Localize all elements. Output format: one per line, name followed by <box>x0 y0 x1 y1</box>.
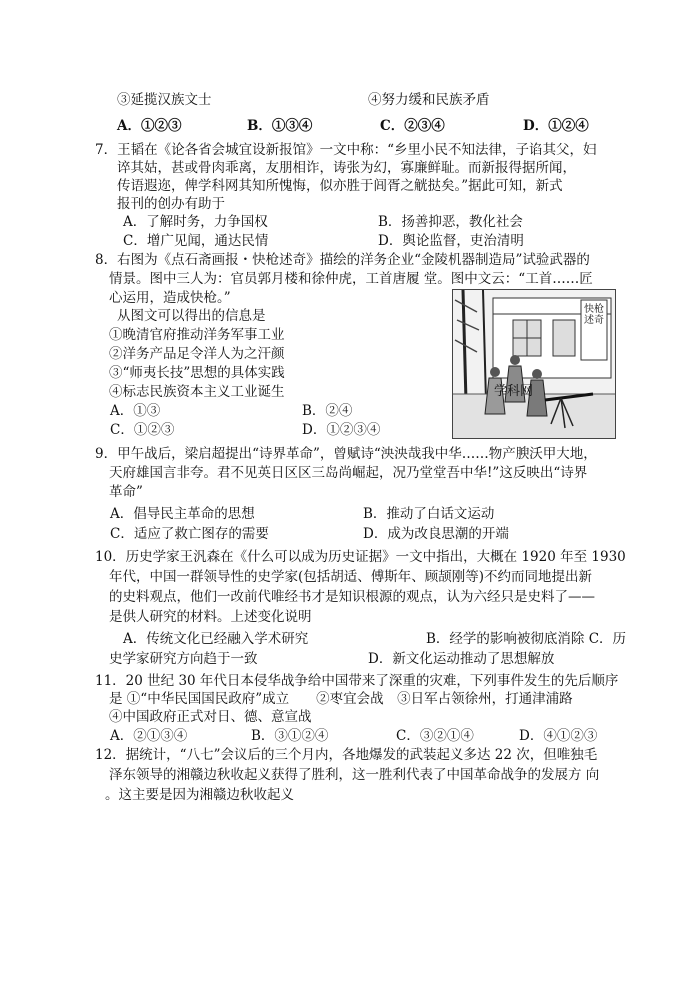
q7-option-d: D．舆论监督，吏治清明 <box>378 233 524 249</box>
q9-option-a: A．倡导民主革命的思想 <box>110 506 255 522</box>
q9-option-c: C．适应了救亡图存的需要 <box>110 526 269 542</box>
q7-line-3: 传语遐迩，俾学科网其知所愧悔，似亦胜于闾胥之觥挞矣。”据此可知，新式 <box>117 178 563 194</box>
watermark-text: 学科网 <box>494 384 534 399</box>
q8-statement-1: ①晚清官府推动洋务军事工业 <box>109 327 285 343</box>
choice-c: C．②③④ <box>380 118 445 134</box>
q8-line-4: 从图文可以得出的信息是 <box>117 308 266 324</box>
q11-option-a: A．②①③④ <box>110 728 188 744</box>
q11-line-1: 11．20 世纪 30 年代日本侵华战争给中国带来了深重的灾难，下列事件发生的先后顺序 <box>95 673 619 689</box>
q9-line-2: 天府雄国言非夸。君不见英日区区三岛尚崛起，况乃堂堂吾中华!”这反映出“诗界 <box>109 465 588 481</box>
q10-line-3: 的史料观点，他们一改前代唯经书才是知识根源的观点，认为六经只是史料了—— <box>109 589 595 605</box>
q9-line-1: 9．甲午战后，梁启超提出“诗界革命”，曾赋诗“泱泱哉我中华……物产腴沃甲大地， <box>95 446 597 462</box>
q9-option-b: B．推动了白话文运动 <box>363 506 495 522</box>
option-3-text: ③延揽汉族文士 <box>117 92 212 108</box>
q10-line-1: 10．历史学家王汎森在《什么可以成为历史证据》一文中指出，大概在 1920 年至 1930 <box>95 549 626 565</box>
q10-line-4: 是供人研究的材料。上述变化说明 <box>109 609 312 625</box>
q11-line-3: ④中国政府正式对日、德、意宣战 <box>109 709 312 725</box>
q9-option-d: D．成为改良思潮的开端 <box>363 526 509 542</box>
q7-option-b: B．扬善抑恶，教化社会 <box>378 214 523 230</box>
q7-option-c: C．增广见闻，通达民情 <box>123 233 269 249</box>
option-4-text: ④努力缓和民族矛盾 <box>368 92 490 108</box>
rifle-test-illustration <box>452 289 616 439</box>
q8-option-a: A．①③ <box>110 403 161 419</box>
q11-option-b: B．③①②④ <box>251 728 329 744</box>
q8-option-c: C．①②③ <box>110 422 175 438</box>
q8-option-b: B．②④ <box>302 403 353 419</box>
q10-option-b: B．经学的影响被彻底消除 C．历 <box>426 631 627 647</box>
choice-b: B．①③④ <box>247 118 313 134</box>
illustration-caption: 快枪述奇 <box>584 304 604 326</box>
q8-statement-2: ②洋务产品足令洋人为之汗颜 <box>109 346 285 362</box>
q8-statement-3: ③“师夷长技”思想的具体实践 <box>109 365 285 381</box>
q10-line-2: 年代，中国一群领导性的史学家(包括胡适、傅斯年、顾颉刚等)不约而同地提出新 <box>109 569 593 585</box>
q8-statement-4: ④标志民族资本主义工业诞生 <box>109 384 285 400</box>
q11-option-c: C．③②①④ <box>396 728 474 744</box>
q11-option-d: D．④①②③ <box>519 728 598 744</box>
q10-option-c-cont: 史学家研究方向趋于一致 <box>109 651 258 667</box>
q8-line-2: 情景。图中三人为：官员郭月楼和徐仲虎，工首唐履 堂。图中文云：“工首……匠 <box>109 271 593 287</box>
q9-line-3: 革命” <box>109 484 143 500</box>
q8-line-1: 8．右图为《点石斋画报・快枪述奇》描绘的洋务企业“金陵机器制造局”试验武器的 <box>95 252 590 268</box>
q10-option-d: D．新文化运动推动了思想解放 <box>368 651 555 667</box>
q12-line-3: 。这主要是因为湘赣边秋收起义 <box>105 787 294 803</box>
q10-option-a: A．传统文化已经融入学术研究 <box>123 631 309 647</box>
choice-a: A．①②③ <box>117 118 182 134</box>
q8-line-3: 心运用，造成快枪。” <box>109 290 231 306</box>
q7-line-4: 报刊的创办有助于 <box>117 196 225 212</box>
q12-line-1: 12．据统计，“八七”会议后的三个月内，各地爆发的武装起义多达 22 次，但唯独毛 <box>95 747 598 763</box>
q7-line-1: 7．王韬在《论各省会城宜设新报馆》一文中称：“乡里小民不知法律，子谄其父，妇 <box>95 142 597 158</box>
q11-line-2: 是 ①“中华民国国民政府”成立 ②枣宜会战 ③日军占领徐州，打通津浦路 <box>109 691 573 707</box>
q7-option-a: A．了解时务，力争国权 <box>123 214 268 230</box>
q7-line-2: 谇其姑，甚或骨肉乖离，友朋相诈，诪张为幻，寡廉鲜耻。而新报得据所闻， <box>117 160 576 176</box>
q8-option-d: D．①②③④ <box>302 422 381 438</box>
choice-d: D．①②④ <box>523 118 589 134</box>
q12-line-2: 泽东领导的湘赣边秋收起义获得了胜利，这一胜利代表了中国革命战争的发展方 向 <box>109 767 600 783</box>
